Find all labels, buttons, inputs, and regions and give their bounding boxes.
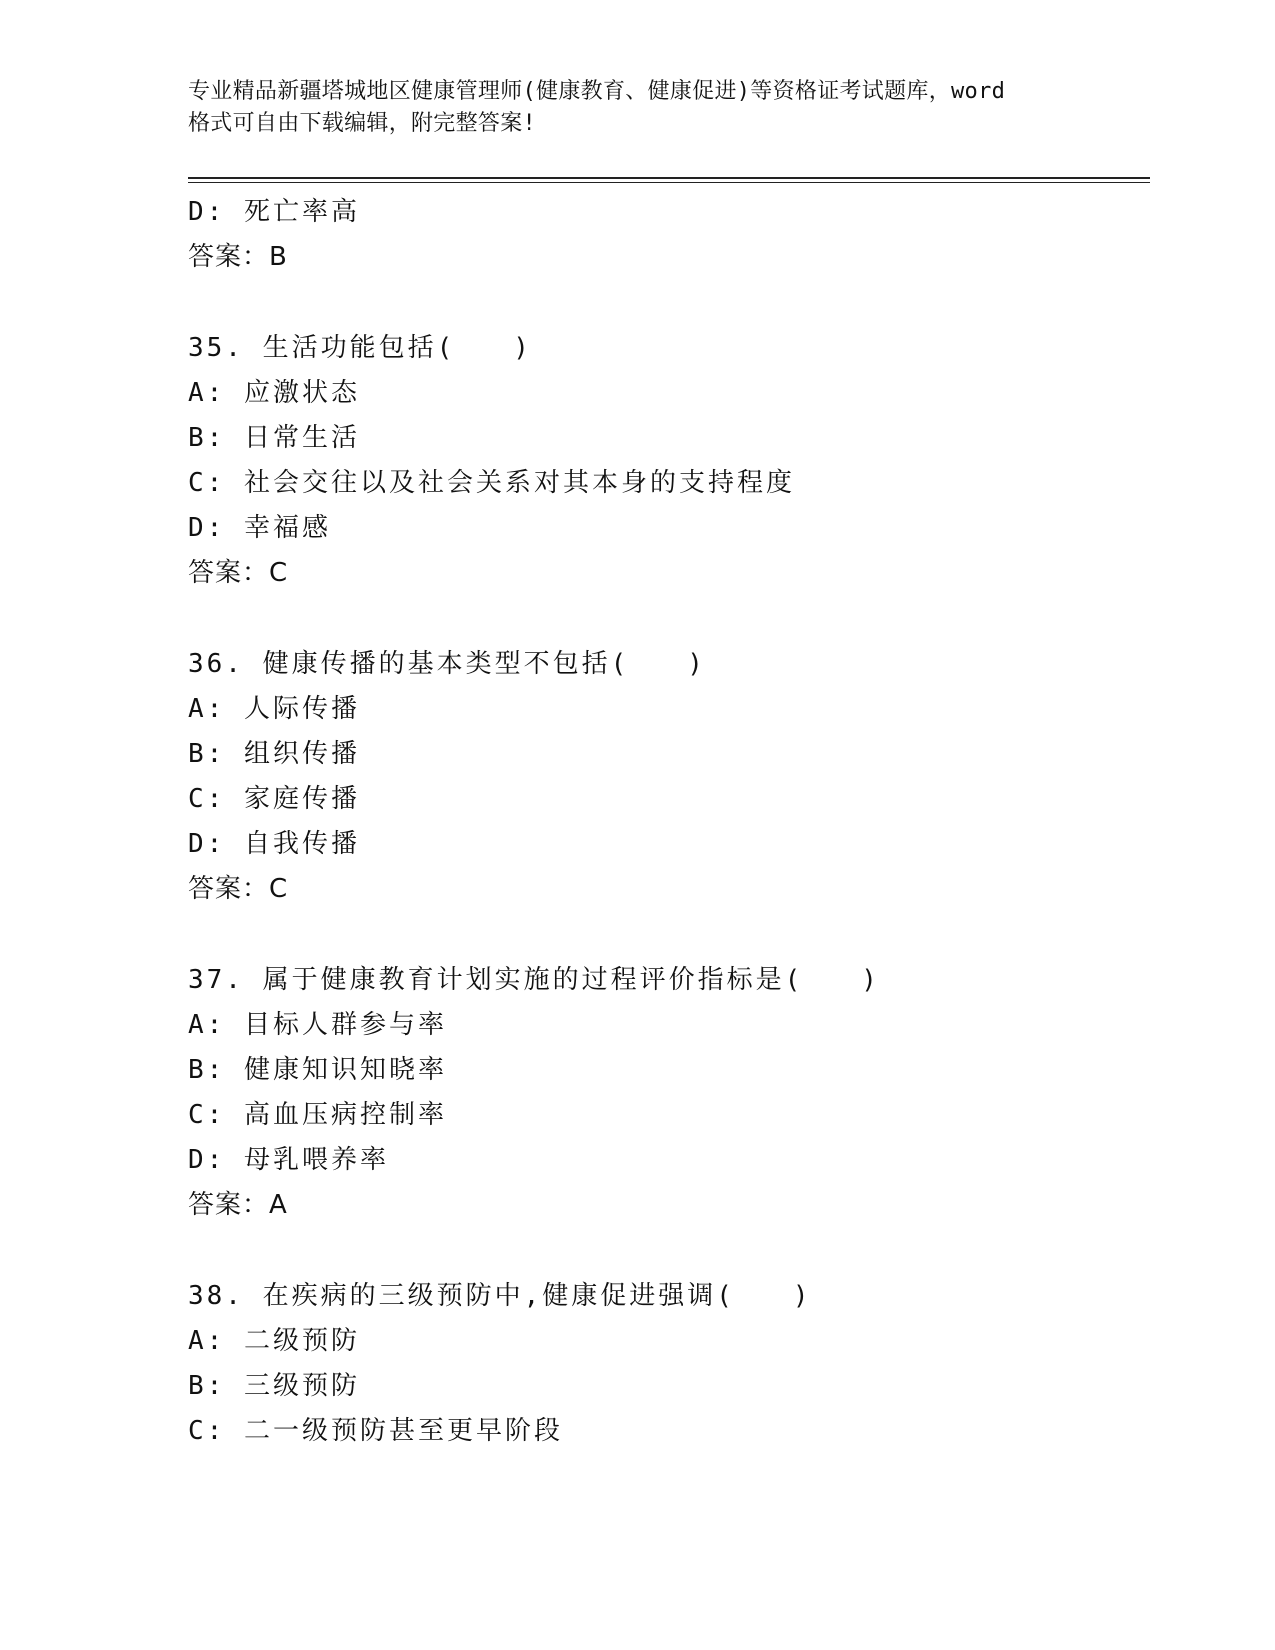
option-c: C: 家庭传播 <box>188 784 360 814</box>
header-line-2: 格式可自由下载编辑，附完整答案! <box>188 111 537 136</box>
option-a: A: 人际传播 <box>188 694 360 724</box>
answer-line: 答案：B <box>188 242 288 272</box>
answer-line: 答案：C <box>188 558 289 588</box>
spacer <box>188 596 1148 642</box>
question-stem: 38. 在疾病的三级预防中,健康促进强调( ) <box>188 1281 812 1311</box>
question-35 <box>188 326 1148 596</box>
option-b: B: 三级预防 <box>188 1371 360 1401</box>
option-c: C: 高血压病控制率 <box>188 1100 447 1130</box>
option-d: D: 母乳喂养率 <box>188 1145 389 1175</box>
option-c: C: 二一级预防甚至更早阶段 <box>188 1416 563 1446</box>
question-list <box>188 190 1148 1454</box>
answer-line: 答案：A <box>188 1190 288 1220</box>
option-a: A: 目标人群参与率 <box>188 1010 447 1040</box>
spacer <box>188 912 1148 958</box>
question-stem: 35. 生活功能包括( ) <box>188 333 532 363</box>
option-d: D: 死亡率高 <box>188 197 360 227</box>
header-divider-thick <box>188 177 1150 179</box>
option-a: A: 应激状态 <box>188 378 360 408</box>
document-header <box>188 76 1088 140</box>
spacer <box>188 280 1148 326</box>
header-line-1: 专业精品新疆塔城地区健康管理师(健康教育、健康促进)等资格证考试题库，word <box>188 79 1006 104</box>
header-divider-thin <box>188 182 1150 183</box>
option-d: D: 幸福感 <box>188 513 331 543</box>
question-stem: 36. 健康传播的基本类型不包括( ) <box>188 649 706 679</box>
option-a: A: 二级预防 <box>188 1326 360 1356</box>
option-b: B: 日常生活 <box>188 423 360 453</box>
option-c: C: 社会交往以及社会关系对其本身的支持程度 <box>188 468 795 498</box>
option-b: B: 健康知识知晓率 <box>188 1055 447 1085</box>
question-36 <box>188 642 1148 912</box>
spacer <box>188 1228 1148 1274</box>
option-d: D: 自我传播 <box>188 829 360 859</box>
question-38 <box>188 1274 1148 1454</box>
answer-line: 答案：C <box>188 874 289 904</box>
question-37 <box>188 958 1148 1228</box>
question-34-tail <box>188 190 1148 280</box>
option-b: B: 组织传播 <box>188 739 360 769</box>
question-stem: 37. 属于健康教育计划实施的过程评价指标是( ) <box>188 965 880 995</box>
